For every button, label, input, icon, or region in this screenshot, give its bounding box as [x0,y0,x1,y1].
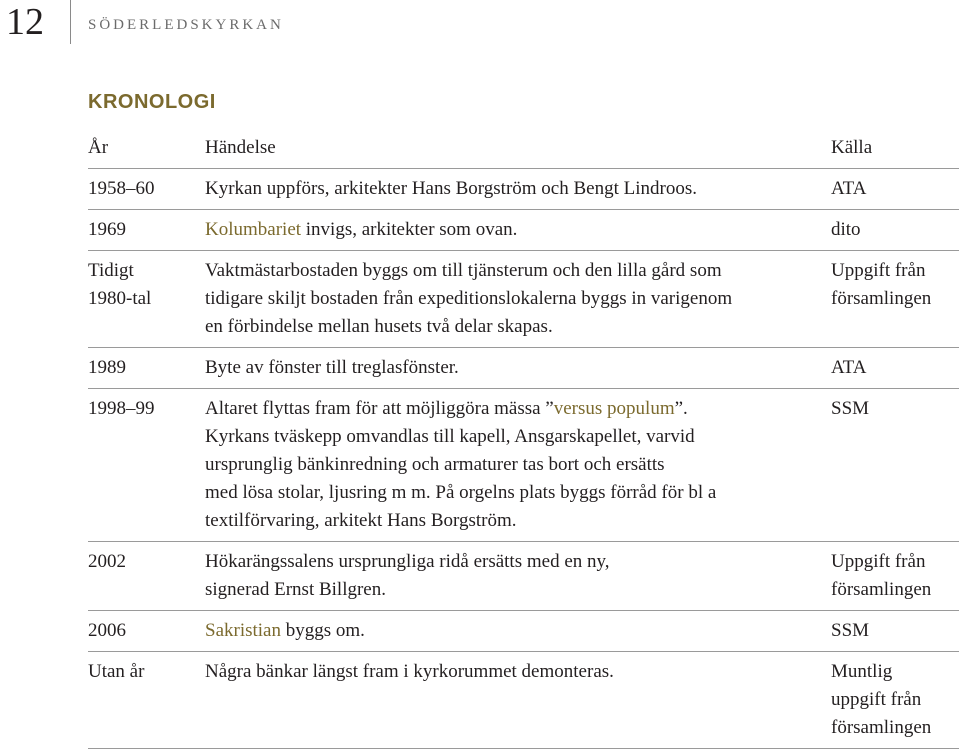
row-source [831,251,959,348]
header-divider [70,0,71,44]
row-source [831,652,959,749]
row-source [831,542,959,611]
row-source: SSM [831,389,959,542]
event-line: tidigare skiljt bostaden från expeditionslokalerna byggs in varigenom [205,288,733,309]
source-line: församlingen [831,288,932,309]
row-year: 2002 [88,542,205,611]
table-row [88,611,959,652]
event-line: Hökarängssalens ursprungliga ridå ersätts med en ny, [205,551,610,572]
event-line: en förbindelse mellan husets två delar skapas. [205,316,553,337]
row-event [205,611,831,652]
event-line: med lösa stolar, ljusring m m. På orgelns plats byggs förråd för bl a [205,482,717,503]
event-text: byggs om. [281,620,365,641]
running-head: SÖDERLEDSKYRKAN [88,17,284,33]
row-source: dito [831,210,959,251]
row-event [205,251,831,348]
page-number: 12 [6,1,44,43]
table-row [88,542,959,611]
source-line: uppgift från [831,689,922,710]
source-line: församlingen [831,579,932,600]
row-year: 1958–60 [88,169,205,210]
chronology-table [88,128,959,749]
event-line: Vaktmästarbostaden byggs om till tjänsterum och den lilla gård som [205,260,722,281]
table-row [88,389,959,542]
row-year: 1989 [88,348,205,389]
row-source: SSM [831,611,959,652]
event-text: Altaret flyttas fram för att möjliggöra mässa ” [205,398,554,419]
source-line: Uppgift från [831,551,926,572]
event-line: textilförvaring, arkitekt Hans Borgström. [205,510,517,531]
table-row [88,348,959,389]
source-line: Uppgift från [831,260,926,281]
source-line: församlingen [831,717,932,738]
row-year: 1969 [88,210,205,251]
section-title: KRONOLOGI [88,91,216,113]
event-line: ursprunglig bänkinredning och armaturer tas bort och ersätts [205,454,665,475]
year-line: 1980-tal [88,288,152,309]
row-year: Utan år [88,652,205,749]
row-year [88,251,205,348]
row-source: ATA [831,169,959,210]
column-header-source: Källa [831,128,959,169]
row-event: Några bänkar längst fram i kyrkorummet demonteras. [205,652,831,749]
column-header-event: Händelse [205,128,831,169]
row-year: 1998–99 [88,389,205,542]
row-event [205,542,831,611]
table-row [88,169,959,210]
event-link-sakristian[interactable]: Sakristian [205,620,281,641]
table-row [88,210,959,251]
event-line: Kyrkans tväskepp omvandlas till kapell, Ansgarskapellet, varvid [205,426,695,447]
table-header-row [88,128,959,169]
row-event: Kyrkan uppförs, arkitekter Hans Borgström och Bengt Lindroos. [205,169,831,210]
source-line: Muntlig [831,661,893,682]
table-row [88,251,959,348]
event-text: ”. [674,398,688,419]
row-event [205,389,831,542]
event-line: signerad Ernst Billgren. [205,579,386,600]
row-event: Byte av fönster till treglasfönster. [205,348,831,389]
row-event [205,210,831,251]
row-year: 2006 [88,611,205,652]
event-text: invigs, arkitekter som ovan. [301,219,518,240]
table-row [88,652,959,749]
column-header-year: År [88,128,205,169]
event-link-versus-populum[interactable]: versus populum [553,398,675,419]
row-source: ATA [831,348,959,389]
event-link-kolumbariet[interactable]: Kolumbariet [205,219,302,240]
year-line: Tidigt [88,260,134,281]
